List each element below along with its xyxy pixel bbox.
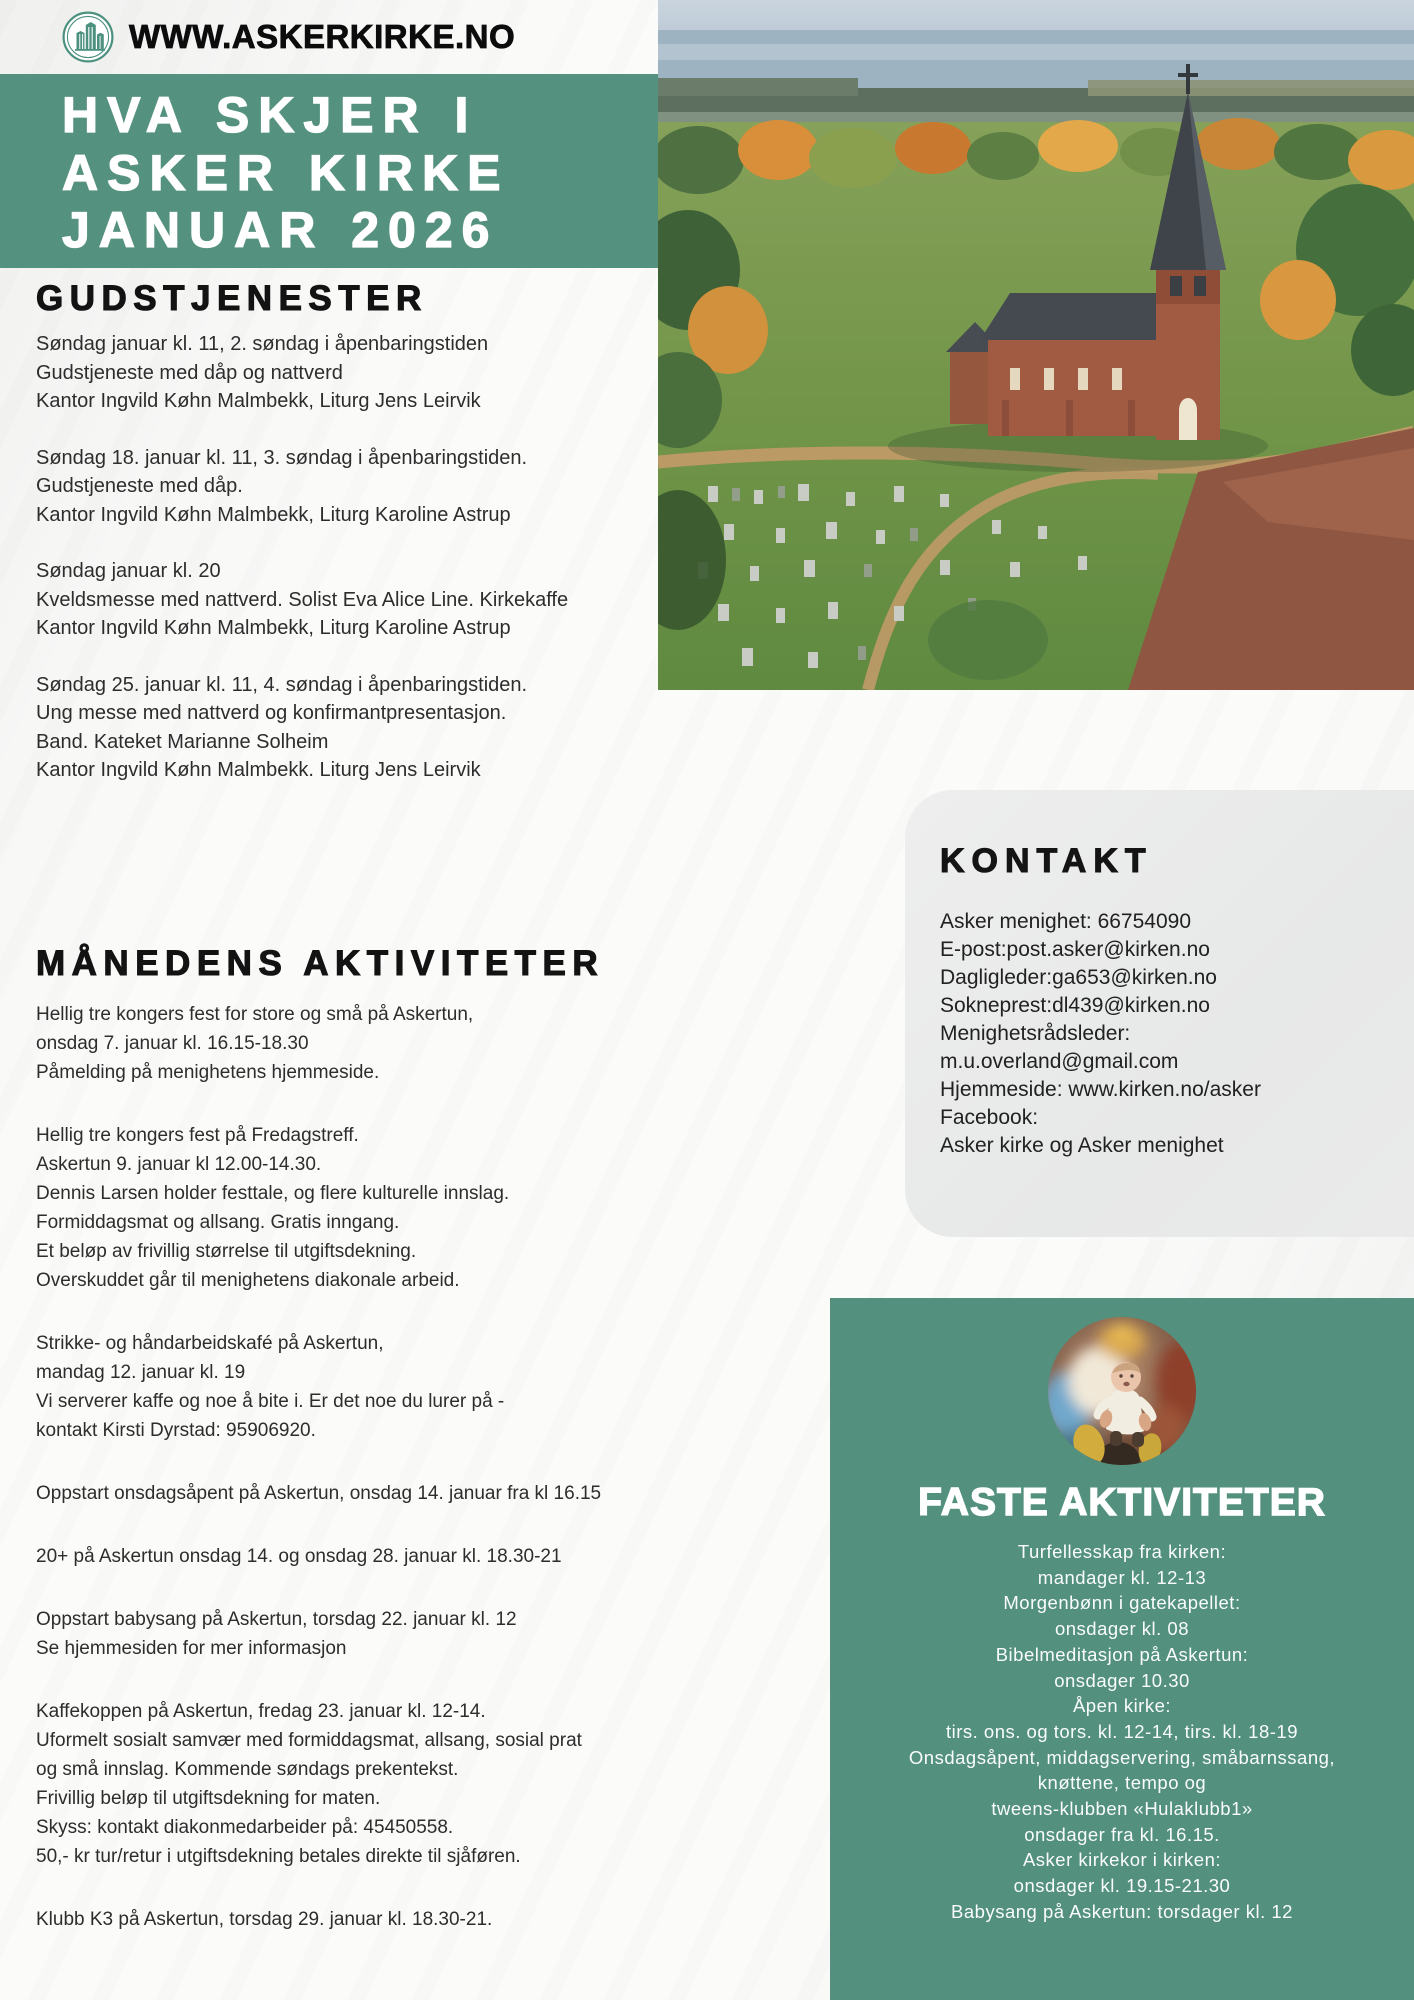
text-line: Oppstart babysang på Askertun, torsdag 22. januar kl. 12	[36, 1609, 517, 1630]
activity-entry	[36, 1000, 660, 1087]
text-line: Band. Kateket Marianne Solheim	[36, 730, 329, 753]
gudstjenester-heading: GUDSTJENESTER	[36, 279, 428, 318]
text-line: onsdager kl. 19.15-21.30	[1013, 1875, 1231, 1897]
kontakt-heading: KONTAKT	[940, 842, 1153, 880]
text-line: Asker kirkekor i kirken:	[1022, 1849, 1222, 1871]
text-line: Facebook:	[940, 1106, 1039, 1129]
text-line: E-post:post.asker@kirken.no	[940, 938, 1210, 961]
page-title	[62, 87, 658, 260]
text-line: Kaffekoppen på Askertun, fredag 23. januar kl. 12-14.	[36, 1701, 486, 1722]
text-line: Klubb K3 på Askertun, torsdag 29. januar kl. 18.30-21.	[36, 1909, 493, 1930]
activity-entry	[36, 1605, 660, 1663]
text-line: HVA SKJER I	[62, 87, 478, 143]
asker-kirke-logo-icon	[62, 11, 114, 63]
text-line: JANUAR 2026	[62, 202, 499, 258]
text-line: Asker kirke og Asker menighet	[940, 1134, 1224, 1157]
text-line: Søndag januar kl. 11, 2. søndag i åpenbaringstiden	[36, 333, 489, 355]
text-line: Morgenbønn i gatekapellet:	[1003, 1592, 1241, 1614]
text-line: Onsdagsåpent, middagservering, småbarnssang,	[908, 1746, 1336, 1768]
service-entry	[36, 557, 660, 643]
text-line: tirs. ons. og tors. kl. 12-14, tirs. kl. 18-19	[945, 1720, 1299, 1742]
text-line: Påmelding på menighetens hjemmeside.	[36, 1062, 380, 1083]
text-line: Bibelmeditasjon på Askertun:	[995, 1643, 1249, 1665]
text-line: mandag 12. januar kl. 19	[36, 1362, 246, 1383]
text-line: 50,- kr tur/retur i utgiftsdekning betales direkte til sjåføren.	[36, 1846, 521, 1867]
text-line: m.u.overland@gmail.com	[940, 1050, 1179, 1073]
text-line: Søndag 25. januar kl. 11, 4. søndag i åpenbaringstiden.	[36, 673, 528, 696]
text-line: Et beløp av frivillig størrelse til utgiftsdekning.	[36, 1241, 417, 1262]
service-entry	[36, 671, 660, 785]
text-line: Vi serverer kaffe og noe å bite i. Er det noe du lurer på -	[36, 1391, 505, 1412]
kontakt-lines	[940, 908, 1261, 1160]
text-line: Åpen kirke:	[1072, 1695, 1172, 1717]
text-line: Kveldsmesse med nattverd. Solist Eva Alice Line. Kirkekaffe	[36, 588, 569, 611]
text-line: knøttene, tempo og	[1037, 1772, 1207, 1794]
text-line: Gudstjeneste med dåp og nattverd	[36, 361, 343, 384]
text-line: Menighetsrådsleder:	[940, 1022, 1131, 1045]
church-aerial-photo	[658, 0, 1414, 690]
text-line: onsdager 10.30	[1054, 1669, 1190, 1691]
baby-photo	[1048, 1317, 1196, 1465]
text-line: onsdager fra kl. 16.15.	[1024, 1823, 1220, 1845]
text-line: onsdager kl. 08	[1054, 1618, 1189, 1640]
text-line: 20+ på Askertun onsdag 14. og onsdag 28. januar kl. 18.30-21	[36, 1546, 562, 1567]
service-entry	[36, 330, 660, 416]
text-line: Søndag 18. januar kl. 11, 3. søndag i åpenbaringstiden.	[36, 446, 528, 469]
text-line: Hellig tre kongers fest for store og små på Askertun,	[36, 1004, 474, 1025]
text-line: onsdag 7. januar kl. 16.15-18.30	[36, 1033, 309, 1054]
title-banner	[0, 74, 658, 268]
activity-entry	[36, 1121, 660, 1295]
text-line: Babysang på Askertun: torsdager kl. 12	[951, 1900, 1293, 1922]
text-line: Skyss: kontakt diakonmedarbeider på: 45450558.	[36, 1817, 454, 1838]
text-line: Formiddagsmat og allsang. Gratis inngang.	[36, 1212, 400, 1233]
activity-entry	[36, 1479, 660, 1508]
faste-lines	[830, 1539, 1414, 1925]
text-line: Asker menighet: 66754090	[940, 910, 1192, 933]
service-entry	[36, 444, 660, 530]
text-line: Dagligleder:ga653@kirken.no	[940, 966, 1217, 989]
text-line: Oppstart onsdagsåpent på Askertun, onsdag 14. januar fra kl 16.15	[36, 1483, 602, 1504]
activity-entry	[36, 1697, 660, 1871]
kontakt-card	[905, 790, 1414, 1237]
text-line: Dennis Larsen holder festtale, og flere kulturelle innslag.	[36, 1183, 510, 1204]
activity-entry	[36, 1329, 660, 1445]
text-line: og små innslag. Kommende søndags prekentekst.	[36, 1759, 459, 1780]
text-line: Hjemmeside: www.kirken.no/asker	[940, 1078, 1261, 1101]
text-line: Askertun 9. januar kl 12.00-14.30.	[36, 1154, 322, 1175]
text-line: Hellig tre kongers fest på Fredagstreff.	[36, 1125, 359, 1146]
text-line: Uformelt sosialt samvær med formiddagsmat, allsang, sosial prat	[36, 1730, 582, 1751]
text-line: Se hjemmesiden for mer informasjon	[36, 1638, 347, 1659]
activities-list	[36, 1000, 660, 1968]
text-line: tweens-klubben «Hulaklubb1»	[991, 1798, 1253, 1820]
text-line: ASKER KIRKE	[62, 144, 510, 201]
text-line: Strikke- og håndarbeidskafé på Askertun,	[36, 1333, 384, 1354]
text-line: Søndag januar kl. 20	[36, 560, 221, 582]
faste-heading: FASTE AKTIVITETER	[918, 1481, 1326, 1524]
website-url: WWW.ASKERKIRKE.NO	[129, 18, 516, 55]
manedens-heading: MÅNEDENS AKTIVITETER	[36, 944, 605, 983]
text-line: mandager kl. 12-13	[1037, 1566, 1207, 1588]
text-line: Sokneprest:dl439@kirken.no	[940, 994, 1210, 1017]
text-line: Turfellesskap fra kirken:	[1017, 1541, 1227, 1562]
text-line: Kantor Ingvild Køhn Malmbekk, Liturg Karoline Astrup	[36, 503, 511, 526]
gudstjenester-list	[36, 330, 660, 813]
text-line: Overskuddet går til menighetens diakonale arbeid.	[36, 1270, 460, 1291]
text-line: Kantor Ingvild Køhn Malmbekk. Liturg Jens Leirvik	[36, 759, 481, 781]
activity-entry	[36, 1542, 660, 1571]
text-line: Ung messe med nattverd og konfirmantpresentasjon.	[36, 702, 507, 724]
activity-entry	[36, 1905, 660, 1934]
faste-aktiviteter-box	[830, 1298, 1414, 2000]
text-line: Kantor Ingvild Køhn Malmbekk, Liturg Karoline Astrup	[36, 617, 511, 639]
text-line: Kantor Ingvild Køhn Malmbekk, Liturg Jens Leirvik	[36, 390, 481, 412]
text-line: Frivillig beløp til utgiftsdekning for maten.	[36, 1788, 381, 1809]
text-line: kontakt Kirsti Dyrstad: 95906920.	[36, 1420, 316, 1441]
brand-row	[62, 0, 515, 74]
text-line: Gudstjeneste med dåp.	[36, 475, 243, 497]
